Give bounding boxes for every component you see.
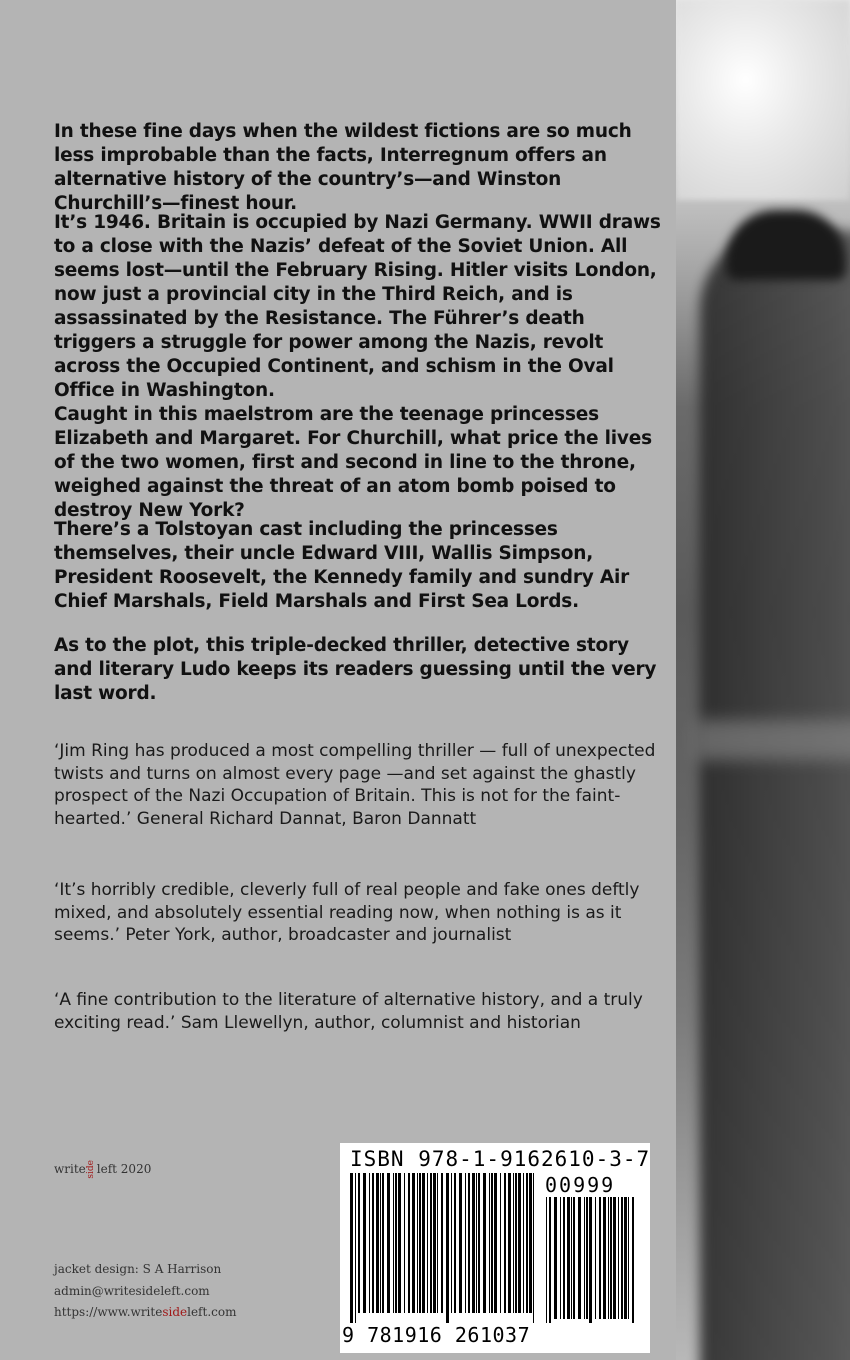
barcode-bar <box>376 1173 379 1313</box>
isbn-barcode <box>340 1143 650 1353</box>
barcode-bar <box>422 1173 425 1313</box>
barcode-bar <box>393 1173 394 1313</box>
barcode-bar <box>567 1197 570 1319</box>
barcode-bar <box>483 1173 486 1313</box>
barcode-bar <box>382 1173 384 1313</box>
barcode-bar <box>624 1197 627 1319</box>
barcode-bar <box>578 1197 581 1319</box>
barcode-bar <box>387 1173 390 1313</box>
blurb-paragraph: As to the plot, this triple-decked thriller, detective story and literary Ludo keeps its readers guessing until the very last word. <box>54 635 657 704</box>
barcode-bar <box>589 1197 592 1323</box>
barcode-bar <box>549 1197 551 1323</box>
barcode-bar <box>515 1173 517 1313</box>
barcode-bar <box>500 1173 501 1313</box>
barcode-bar <box>618 1197 619 1319</box>
barcode-bar <box>595 1197 596 1319</box>
barcode-bar <box>355 1173 356 1323</box>
barcode-bar <box>478 1173 480 1313</box>
isbn-label: ISBN 978-1-9162610-3-7 <box>350 1147 651 1171</box>
ean13-barcode-bars <box>350 1173 540 1323</box>
barcode-bar <box>433 1173 436 1313</box>
barcode-bar <box>472 1173 475 1313</box>
barcode-bar <box>404 1173 405 1313</box>
barcode-bar <box>441 1173 443 1313</box>
barcode-bar <box>489 1173 490 1313</box>
barcode-bar <box>395 1173 397 1313</box>
barcode-bar <box>494 1173 497 1313</box>
barcode-bar <box>613 1197 616 1319</box>
barcode-bar <box>603 1197 606 1319</box>
blurb-paragraph: In these fine days when the wildest fictions are so much less improbable than the facts, Interregnum offers an alternative history of the country’s—and Winston Churchill’s—finest hour. <box>54 121 632 214</box>
barcode-bar <box>560 1197 561 1319</box>
price-code: 00999 <box>545 1173 616 1197</box>
barcode-bar <box>518 1173 521 1313</box>
barcode-bar <box>632 1197 634 1323</box>
barcode-bar <box>546 1197 547 1323</box>
photo-tower-silhouette <box>700 230 850 1360</box>
photo-tower-cap <box>726 210 846 280</box>
publisher-email[interactable]: admin@writesideleft.com <box>54 1284 210 1298</box>
barcode-bar <box>599 1197 601 1319</box>
barcode-bar <box>554 1197 557 1319</box>
barcode-bar <box>563 1197 565 1319</box>
imprint-write: write <box>54 1162 86 1177</box>
barcode-bar <box>610 1197 612 1319</box>
barcode-bar <box>454 1173 456 1313</box>
url-part: https://www.write <box>54 1305 163 1319</box>
barcode-bar <box>430 1173 432 1313</box>
price-addon-bars <box>546 1197 638 1323</box>
barcode-bar <box>398 1173 401 1313</box>
imprint-left-year: left 2020 <box>96 1162 152 1177</box>
blurb-paragraph: There’s a Tolstoyan cast including the princesses themselves, their uncle Edward VIII, Wallis Simpson, President Roosevelt, the Kennedy family and sundry Air Chief Marshals, Field Marshals and First Sea Lords. <box>54 519 630 612</box>
barcode-bar <box>419 1173 421 1313</box>
barcode-bar <box>608 1197 609 1319</box>
cover-photo-tower <box>676 0 850 1360</box>
barcode-bar <box>380 1173 381 1313</box>
barcode-bar <box>427 1173 428 1313</box>
barcode-bar <box>350 1173 353 1323</box>
barcode-bar <box>573 1197 575 1319</box>
barcode-bar <box>465 1173 466 1313</box>
ean-digits: 9 781916 261037 <box>342 1323 531 1347</box>
blurb-paragraph: Caught in this maelstrom are the teenage princesses Elizabeth and Margaret. For Churchill, what price the lives of the two women, first and second in line to the throne, weighed against the threat of an atom bomb poised to destroy New York? <box>54 404 652 521</box>
barcode-bar <box>508 1173 511 1313</box>
url-part: left.com <box>187 1305 237 1319</box>
blurb-paragraph: It’s 1946. Britain is occupied by Nazi Germany. WWII draws to a close with the Nazis’ defeat of the Soviet Union. All seems lost—until the February Rising. Hitler visits London, now just a provincial city in the Third Reich, and is assassinated by the Resistance. The Führer’s death triggers a struggle for power among the Nazis, revolt across the Occupied Continent, and schism in the Oval Office in Washington. <box>54 212 661 401</box>
barcode-bar <box>412 1173 415 1313</box>
barcode-bar <box>358 1173 360 1313</box>
review-quote: ‘It’s horribly credible, cleverly full of real people and fake ones deftly mixed, and absolutely essential reading now, when nothing is as it seems.’ Peter York, author, broadcaster and journalist <box>54 880 640 945</box>
jacket-design-credit: jacket design: S A Harrison <box>54 1262 222 1276</box>
barcode-bar <box>372 1173 374 1313</box>
barcode-bar <box>584 1197 585 1319</box>
barcode-bar <box>369 1173 370 1313</box>
review-quote: ‘A fine contribution to the literature of alternative history, and a truly exciting read.’ Sam Llewellyn, author, columnist and historian <box>54 990 643 1033</box>
imprint-side-vertical: side <box>85 1160 96 1179</box>
barcode-bar <box>451 1173 452 1313</box>
barcode-bar <box>459 1173 462 1313</box>
barcode-bar <box>621 1197 623 1319</box>
barcode-bar <box>468 1173 470 1313</box>
barcode-bar <box>533 1173 534 1323</box>
url-part-accent: side <box>162 1305 188 1319</box>
publisher-website[interactable] <box>54 1305 236 1319</box>
barcode-bar <box>408 1173 410 1313</box>
barcode-bar <box>476 1173 477 1313</box>
barcode-bar <box>526 1173 528 1313</box>
barcode-bar <box>437 1173 438 1313</box>
photo-sky <box>676 0 850 200</box>
review-quote: ‘Jim Ring has produced a most compelling thriller — full of unexpected twists and turns on almost every page —and set against the ghastly prospect of the Nazi Occupation of Britain. This is not for the faint-hearted.’ General Richard Dannat, Baron Dannatt <box>54 741 656 829</box>
barcode-bar <box>529 1173 532 1313</box>
barcode-bar <box>523 1173 524 1313</box>
barcode-bar <box>628 1197 629 1319</box>
barcode-bar <box>417 1173 418 1313</box>
barcode-bar <box>491 1173 493 1313</box>
barcode-bar <box>571 1197 572 1319</box>
barcode-bar <box>513 1173 514 1313</box>
barcode-bar <box>504 1173 506 1313</box>
barcode-bar <box>363 1173 366 1313</box>
publisher-imprint <box>54 1160 151 1179</box>
barcode-bar <box>446 1173 449 1323</box>
barcode-bar <box>586 1197 588 1319</box>
photo-tower-band <box>696 720 850 760</box>
